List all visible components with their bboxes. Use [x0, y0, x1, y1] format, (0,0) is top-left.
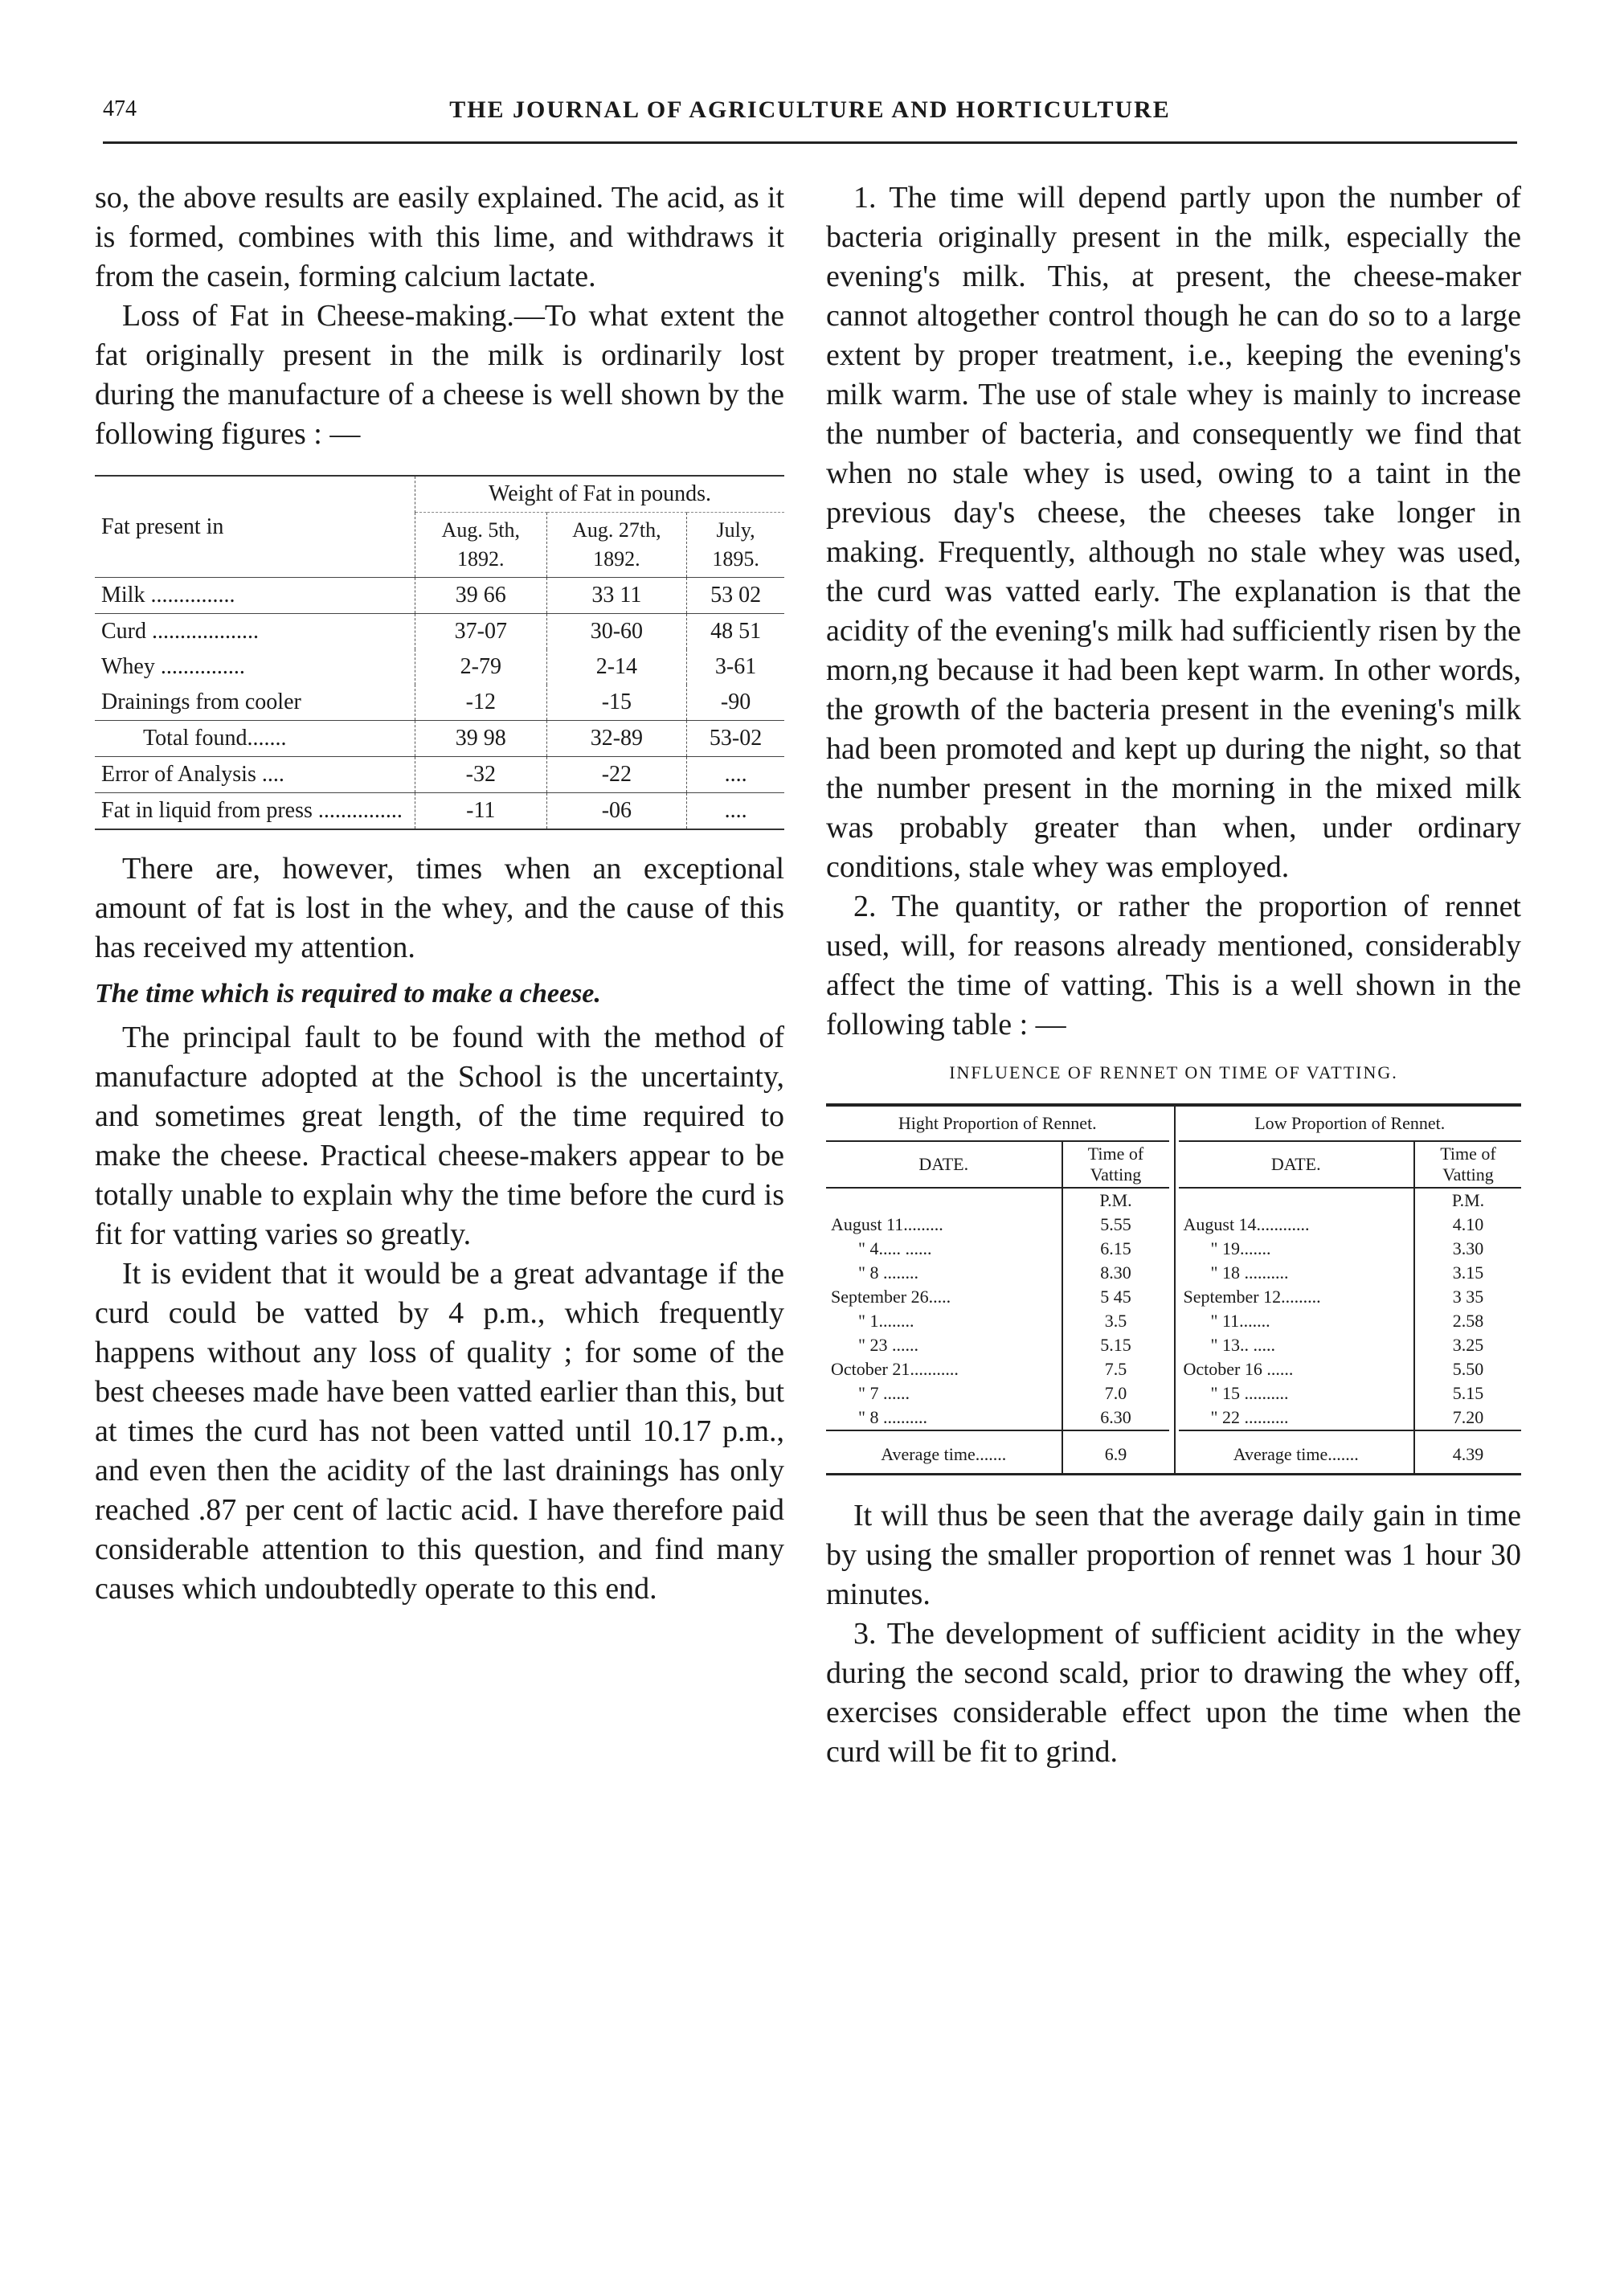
- table-row: [95, 578, 784, 614]
- table-cell: 33 11: [546, 578, 687, 614]
- table-cell: 53 02: [687, 578, 784, 614]
- date-cell: " 1........: [858, 1311, 914, 1331]
- fat-table-col-header: Aug. 5th, 1892.: [415, 513, 547, 578]
- left-column: [95, 178, 784, 1609]
- time-cell: 5.15: [1062, 1333, 1169, 1357]
- page-number: 474: [103, 96, 137, 121]
- time-cell: 3.30: [1414, 1237, 1521, 1261]
- table-cell: -12: [415, 685, 547, 721]
- date-cell: " 4..... ......: [858, 1238, 932, 1258]
- time-header: Time of Vatting: [1062, 1141, 1169, 1188]
- time-cell: 3.15: [1414, 1261, 1521, 1285]
- row-label: Drainings from cooler: [101, 689, 301, 714]
- table-row: [95, 793, 784, 830]
- time-cell: 7.20: [1414, 1406, 1521, 1430]
- time-cell: 3.25: [1414, 1333, 1521, 1357]
- row-label: Milk ...............: [95, 578, 415, 614]
- table-row: [95, 649, 784, 685]
- average-row: [1179, 1430, 1522, 1473]
- fat-table-col-header: Aug. 27th, 1892.: [546, 513, 687, 578]
- average-value: 6.9: [1062, 1430, 1169, 1473]
- group-label: Hight Proportion of Rennet.: [826, 1107, 1169, 1141]
- table-row: [826, 1285, 1169, 1309]
- average-value: 4.39: [1414, 1430, 1521, 1473]
- paragraph: There are, however, times when an exceptional amount of fat is lost in the whey, and the cause of this has received my attention.: [95, 852, 784, 964]
- date-cell: " 22 ..........: [1210, 1407, 1289, 1427]
- date-cell: " 8 ........: [858, 1262, 918, 1283]
- date-cell: September 26.....: [831, 1287, 951, 1307]
- table-cell: 48 51: [687, 614, 784, 650]
- table-row: [826, 1406, 1169, 1430]
- time-cell: 3 35: [1414, 1285, 1521, 1309]
- right-column: [826, 178, 1521, 1772]
- table-row: [1179, 1213, 1522, 1237]
- rennet-high-section: [826, 1107, 1169, 1473]
- table-row: [1179, 1237, 1522, 1261]
- date-cell: " 19.......: [1210, 1238, 1271, 1258]
- average-row: [826, 1430, 1169, 1473]
- running-header: [103, 96, 1517, 137]
- row-label: Total found.......: [95, 721, 415, 757]
- paragraph: so, the above results are easily explained. The acid, as it is formed, combines with this lime, and withdraws it from the casein, forming calcium lactate.: [95, 181, 784, 293]
- paragraph: It is evident that it would be a great advantage if the curd could be vatted by 4 p.m., which frequently happens without any loss of quality ; for some of the best cheeses made have been vatted earlier than this, but at times the curd has not been vatted until 10.17 p.m., and even then the acidity of the last drainings has only reached .87 per cent of lactic acid. I have therefore paid considerable attention to this question, and find many causes which undoubtedly operate to this end.: [95, 1257, 784, 1606]
- average-label: Average time.......: [1179, 1430, 1415, 1473]
- table-cell: 2-14: [546, 649, 687, 685]
- time-cell: 5.15: [1414, 1381, 1521, 1406]
- table-row: [95, 757, 784, 793]
- rennet-low-section: [1174, 1107, 1522, 1473]
- table-row: [95, 685, 784, 721]
- time-cell: 5.50: [1414, 1357, 1521, 1381]
- table-cell: -22: [546, 757, 687, 793]
- date-cell: September 12.........: [1183, 1287, 1321, 1307]
- date-cell: October 21...........: [831, 1359, 959, 1379]
- table-row: [95, 614, 784, 650]
- table-cell: 30-60: [546, 614, 687, 650]
- rennet-table: [826, 1103, 1521, 1475]
- unit-label: P.M.: [1062, 1188, 1169, 1213]
- table-cell: 53-02: [687, 721, 784, 757]
- section-heading: The time which is required to make a cheese.: [95, 979, 601, 1009]
- table-cell: 2-79: [415, 649, 547, 685]
- fat-table: [95, 475, 784, 830]
- table-row: [826, 1309, 1169, 1333]
- table-cell: ....: [687, 757, 784, 793]
- row-label: Error of Analysis ....: [95, 757, 415, 793]
- date-cell: August 14............: [1183, 1214, 1310, 1234]
- time-cell: 8.30: [1062, 1261, 1169, 1285]
- table-cell: -06: [546, 793, 687, 830]
- table-row: [1179, 1285, 1522, 1309]
- table-row: [1179, 1381, 1522, 1406]
- table-cell: -32: [415, 757, 547, 793]
- table-cell: -11: [415, 793, 547, 830]
- time-cell: 7.0: [1062, 1381, 1169, 1406]
- date-cell: " 18 ..........: [1210, 1262, 1289, 1283]
- time-cell: 4.10: [1414, 1213, 1521, 1237]
- paragraph: It will thus be seen that the average daily gain in time by using the smaller proportion of rennet was 1 hour 30 minutes.: [826, 1499, 1521, 1611]
- date-cell: " 23 ......: [858, 1335, 918, 1355]
- date-header: DATE.: [826, 1141, 1062, 1188]
- time-cell: 5 45: [1062, 1285, 1169, 1309]
- average-label: Average time.......: [826, 1430, 1062, 1473]
- table-cell: -90: [687, 685, 784, 721]
- unit-label: P.M.: [1414, 1188, 1521, 1213]
- journal-title: THE JOURNAL OF AGRICULTURE AND HORTICULTURE: [449, 96, 1171, 123]
- date-cell: " 15 ..........: [1210, 1383, 1289, 1403]
- table-cell: 32-89: [546, 721, 687, 757]
- table-row: [826, 1381, 1169, 1406]
- paragraph: The principal fault to be found with the method of manufacture adopted at the School is the uncertainty, and sometimes great length, of the time required to make the cheese. Practical cheese-makers appear to be totally unable to explain why the time before the curd is fit for vatting varies so greatly.: [95, 1021, 784, 1251]
- rennet-high-table: [826, 1107, 1169, 1473]
- table-row: [1179, 1406, 1522, 1430]
- table-cell: 37-07: [415, 614, 547, 650]
- group-label: Low Proportion of Rennet.: [1179, 1107, 1522, 1141]
- row-label: Whey ...............: [101, 654, 245, 679]
- time-cell: 2.58: [1414, 1309, 1521, 1333]
- date-cell: " 7 ......: [858, 1383, 910, 1403]
- table-row: [826, 1213, 1169, 1237]
- table-row: [95, 721, 784, 757]
- paragraph: 3. The development of sufficient acidity in the whey during the second scald, prior to drawing the whey off, exercises considerable effect upon the time when the curd will be fit to grind.: [826, 1617, 1521, 1769]
- row-label: Fat in liquid from press ...............: [95, 793, 415, 830]
- table-cell: 39 98: [415, 721, 547, 757]
- table-cell: 39 66: [415, 578, 547, 614]
- table-cell: ....: [687, 793, 784, 830]
- table-row: [1179, 1309, 1522, 1333]
- table-row: [1179, 1261, 1522, 1285]
- date-cell: August 11.........: [831, 1214, 943, 1234]
- time-cell: 5.55: [1062, 1213, 1169, 1237]
- time-cell: 3.5: [1062, 1309, 1169, 1333]
- table-row: [1179, 1357, 1522, 1381]
- table-cell: 3-61: [687, 649, 784, 685]
- table-row: [826, 1333, 1169, 1357]
- table-row: [826, 1237, 1169, 1261]
- time-header: Time of Vatting: [1414, 1141, 1521, 1188]
- fat-table-col-header: July, 1895.: [687, 513, 784, 578]
- time-cell: 6.15: [1062, 1237, 1169, 1261]
- time-cell: 6.30: [1062, 1406, 1169, 1430]
- date-cell: " 13.. .....: [1210, 1335, 1275, 1355]
- paragraph: 1. The time will depend partly upon the number of bacteria originally present in the milk, especially the evening's milk. This, at present, the cheese-maker cannot altogether control though he can do so to a large extent by proper treatment, i.e., keeping the evening's milk warm. The use of stale whey is mainly to increase the number of bacteria, and consequently we find that when no stale whey is used, owing to a taint in the previous day's cheese, the cheeses take longer in making. Frequently, although no stale whey was used, the curd was vatted early. The explanation is that the acidity of the evening's milk had sufficiently risen by the morn,ng because it had been kept warm. In other words, the growth of the bacteria present in the evening's milk had been promoted and kept up during the night, so that the number present in the morning in the mixed milk was probably greater than when, under ordinary conditions, stale whey was employed.: [826, 181, 1521, 884]
- table-row: [826, 1357, 1169, 1381]
- paragraph: 2. The quantity, or rather the proportion of rennet used, will, for reasons already mentioned, considerably affect the time of vatting. This is a well shown in the following table : —: [826, 890, 1521, 1041]
- date-cell: " 8 ..........: [858, 1407, 927, 1427]
- table-cell: -15: [546, 685, 687, 721]
- table-row: [1179, 1333, 1522, 1357]
- date-cell: October 16 ......: [1183, 1359, 1294, 1379]
- fat-table-row-header: Fat present in: [101, 514, 224, 539]
- time-cell: 7.5: [1062, 1357, 1169, 1381]
- header-rule: [103, 141, 1517, 144]
- date-cell: " 11.......: [1210, 1311, 1270, 1331]
- date-header: DATE.: [1179, 1141, 1415, 1188]
- fat-table-group-header: Weight of Fat in pounds.: [415, 476, 785, 513]
- table-row: [826, 1261, 1169, 1285]
- row-label: Curd ...................: [95, 614, 415, 650]
- paragraph: Loss of Fat in Cheese-making.—To what extent the fat originally present in the milk is ordinarily lost during the manufacture of a cheese is well shown by the following figures : —: [95, 299, 784, 451]
- rennet-low-table: [1179, 1107, 1522, 1473]
- table-caption: INFLUENCE OF RENNET ON TIME OF VATTING.: [949, 1062, 1398, 1082]
